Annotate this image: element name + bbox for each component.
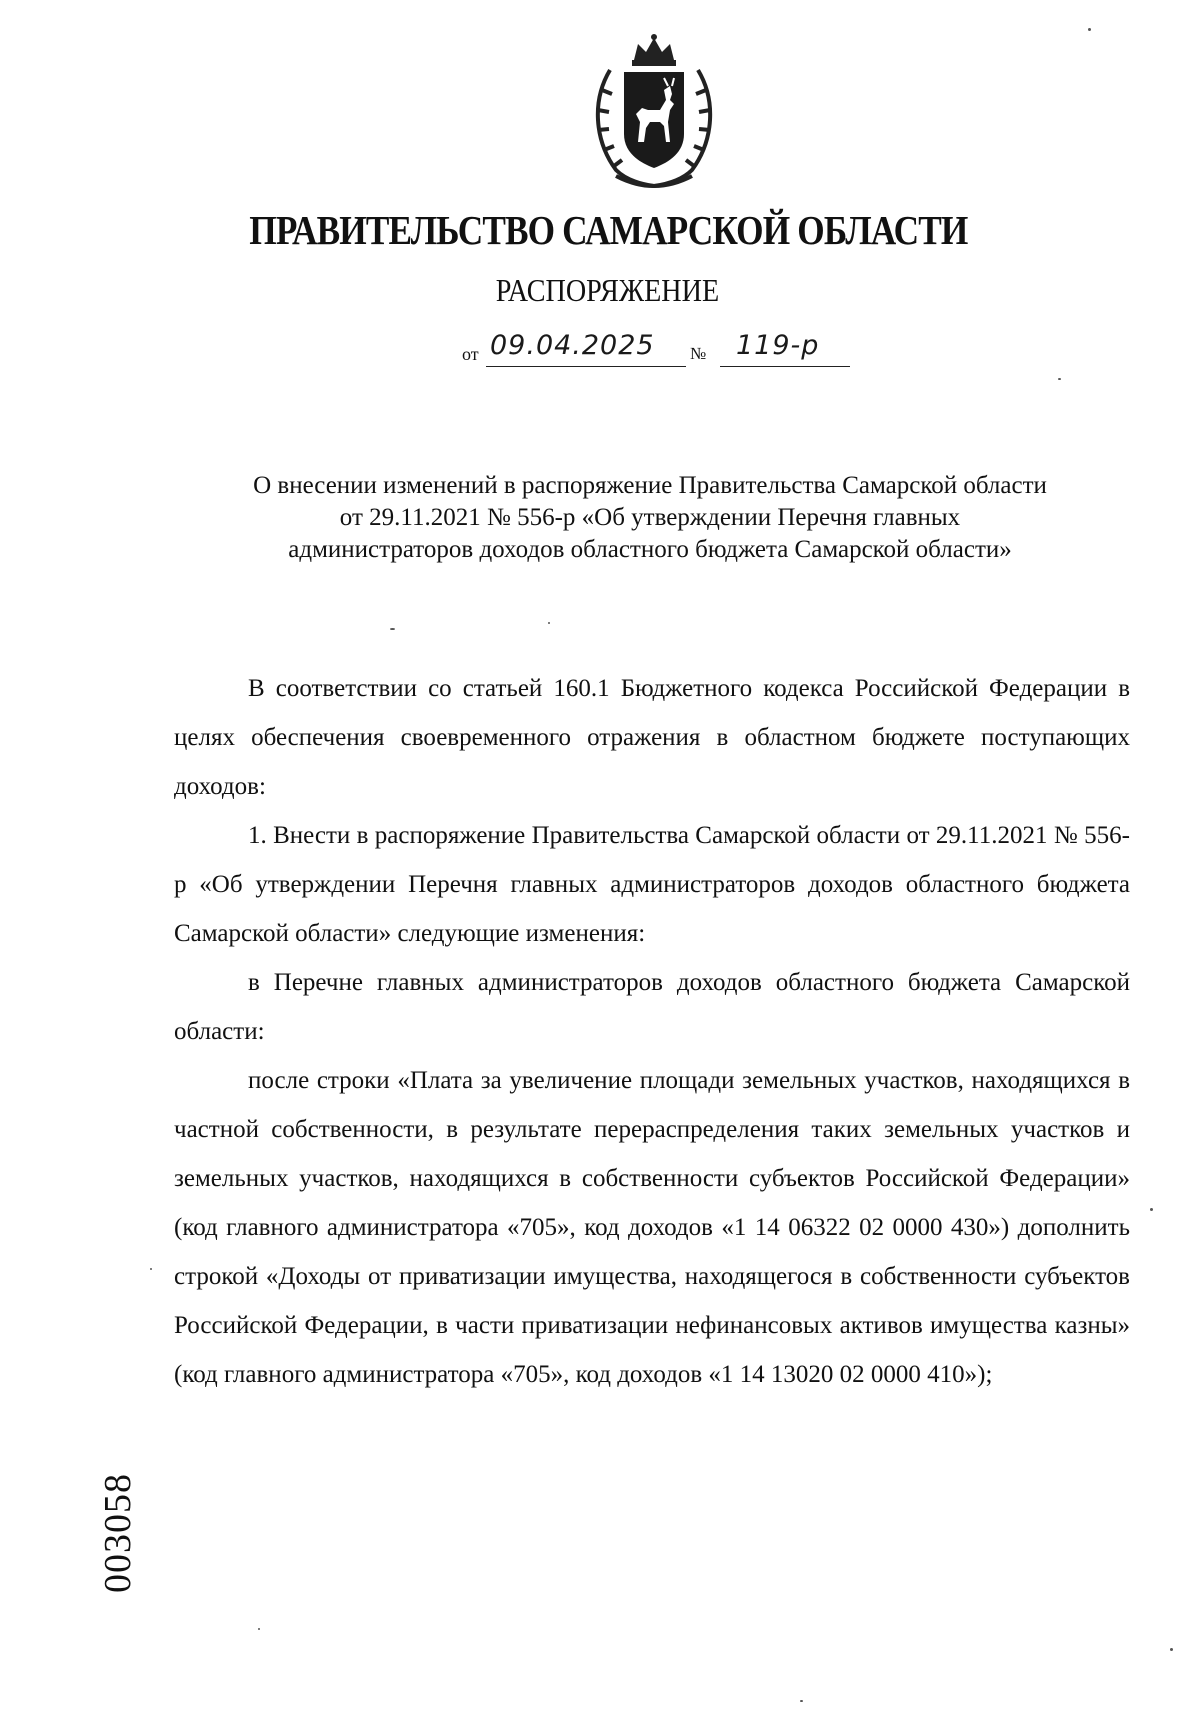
samara-coat-of-arms-icon xyxy=(586,30,722,190)
scan-speck xyxy=(800,1700,803,1702)
stamp-number-text: 003058 xyxy=(97,1473,139,1593)
scan-speck xyxy=(390,628,395,630)
body-paragraph: в Перечне главных администраторов доходов областного бюджета Самарской области: xyxy=(174,969,1130,1045)
body-paragraph: 1. Внести в распоряжение Правительства Самарской области от 29.11.2021 № 556-р «Об утверждении Перечня главных администраторов доходов областного бюджета Самарской области» следующие изменения: xyxy=(174,822,1130,947)
handwritten-date: 09.04.2025 xyxy=(490,330,655,361)
scan-speck xyxy=(150,1268,152,1270)
page-stamp-number xyxy=(88,1448,148,1618)
document-body xyxy=(174,664,1130,1399)
date-underline xyxy=(486,366,686,367)
number-label: № xyxy=(690,344,707,363)
document-type: РАСПОРЯЖЕНИЕ xyxy=(495,272,720,308)
date-label: от xyxy=(462,344,479,364)
subject-line: О внесении изменений в распоряжение Правительства Самарской области xyxy=(253,472,1047,499)
number-underline xyxy=(720,366,850,367)
scan-speck xyxy=(258,1628,260,1630)
subject-line: администраторов доходов областного бюджета Самарской области» xyxy=(288,536,1012,563)
scan-speck xyxy=(1088,28,1091,31)
handwritten-number: 119-р xyxy=(736,330,820,361)
body-paragraph: после строки «Плата за увеличение площади земельных участков, находящихся в частной собственности, в результате перераспределения таких земельных участков и земельных участков, находящихся в собственности субъектов Российской Федерации» (код главного администратора «705», код доходов «1 14 06322 02 0000 430») дополнить строкой «Доходы от приватизации имущества, находящегося в собственности субъектов Российской Федерации, в части приватизации нефинансовых активов имущества казны» (код главного администратора «705», код доходов «1 14 13020 02 0000 410»); xyxy=(174,1067,1130,1388)
body-paragraph: В соответствии со статьей 160.1 Бюджетного кодекса Российской Федерации в целях обеспечения своевременного отражения в областном бюджете поступающих доходов: xyxy=(174,675,1130,800)
scan-speck xyxy=(1170,1648,1173,1651)
scan-speck xyxy=(548,622,550,624)
document-number-line xyxy=(460,328,880,372)
government-title: ПРАВИТЕЛЬСТВО САМАРСКОЙ ОБЛАСТИ xyxy=(249,207,968,253)
scan-speck xyxy=(1058,378,1061,380)
scan-speck xyxy=(1150,1208,1153,1211)
document-subject xyxy=(180,470,1120,566)
subject-line: от 29.11.2021 № 556-р «Об утверждении Перечня главных xyxy=(339,504,961,531)
